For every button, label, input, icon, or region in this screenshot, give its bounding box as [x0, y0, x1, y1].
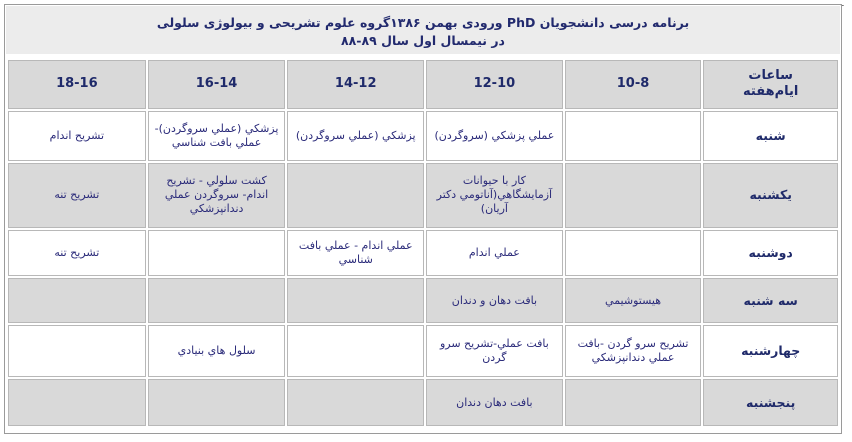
title-line-2: در نیمسال اول سال ۸۹-۸۸ — [341, 33, 505, 48]
header-slot: 18-16 — [8, 60, 146, 109]
schedule-cell: پزشكي (عملي سروگردن)-عملي بافت شناسي — [148, 111, 286, 162]
schedule-cell: عملي پزشكي (سروگردن) — [426, 111, 563, 162]
schedule-cell — [287, 278, 424, 323]
table-row — [8, 111, 838, 162]
schedule-cell — [8, 325, 146, 378]
header-days-label: ایام‌هفته — [743, 84, 799, 100]
table-row — [8, 278, 838, 323]
schedule-cell: تشريح سرو گردن -بافت عملي دندانپزشكي — [565, 325, 702, 378]
header-hours-label: ساعات — [748, 68, 793, 84]
schedule-cell — [287, 379, 424, 426]
schedule-title — [6, 6, 840, 54]
schedule-cell — [148, 379, 286, 426]
table-row — [8, 325, 838, 378]
schedule-cell — [8, 379, 146, 426]
header-slot: 12-10 — [426, 60, 563, 109]
schedule-cell — [565, 163, 702, 228]
schedule-cell: بافت دهان و دندان — [426, 278, 563, 323]
schedule-cell: پزشكي (عملي سروگردن) — [287, 111, 424, 162]
schedule-cell: تشريح تنه — [8, 163, 146, 228]
header-corner-cell — [703, 60, 838, 109]
schedule-cell: سلول هاي بنيادي — [148, 325, 286, 378]
table-row — [8, 230, 838, 277]
day-cell: شنبه — [703, 111, 838, 162]
schedule-cell — [287, 163, 424, 228]
schedule-cell: كشت سلولي - تشريح اندام- سروگردن عملي دندانپزشكي — [148, 163, 286, 228]
schedule-cell — [565, 230, 702, 277]
schedule-cell — [148, 278, 286, 323]
schedule-cell — [148, 230, 286, 277]
header-slot: 16-14 — [148, 60, 286, 109]
table-row — [8, 379, 838, 426]
schedule-cell: تشريح اندام — [8, 111, 146, 162]
header-slot: 10-8 — [565, 60, 702, 109]
schedule-cell — [565, 379, 702, 426]
header-slot: 14-12 — [287, 60, 424, 109]
schedule-cell: هيستوشيمي — [565, 278, 702, 323]
title-line-1: برنامه درسی دانشجویان PhD ورودی بهمن ۱۳۸۶گروه علوم تشریحی و بیولوژی سلولی — [156, 15, 690, 30]
schedule-table — [6, 58, 840, 428]
schedule-cell — [287, 325, 424, 378]
day-cell: یکشنبه — [703, 163, 838, 228]
schedule-cell — [8, 278, 146, 323]
day-cell: دوشنبه — [703, 230, 838, 277]
schedule-cell: بافت عملي-تشريح سرو گردن — [426, 325, 563, 378]
header-row — [8, 60, 838, 109]
schedule-cell: كار با حيوانات آزمايشگاهي(آناتومي دكتر آريان) — [426, 163, 563, 228]
table-row — [8, 163, 838, 228]
corner-mark: ـ — [841, 0, 844, 9]
day-cell: چهارشنبه — [703, 325, 838, 378]
schedule-cell: تشريح تنه — [8, 230, 146, 277]
schedule-cell — [565, 111, 702, 162]
schedule-cell: عملي اندام - عملي بافت شناسي — [287, 230, 424, 277]
schedule-cell: عملي اندام — [426, 230, 563, 277]
day-cell: پنجشنبه — [703, 379, 838, 426]
day-cell: سه شنبه — [703, 278, 838, 323]
schedule-cell: بافت دهان دندان — [426, 379, 563, 426]
